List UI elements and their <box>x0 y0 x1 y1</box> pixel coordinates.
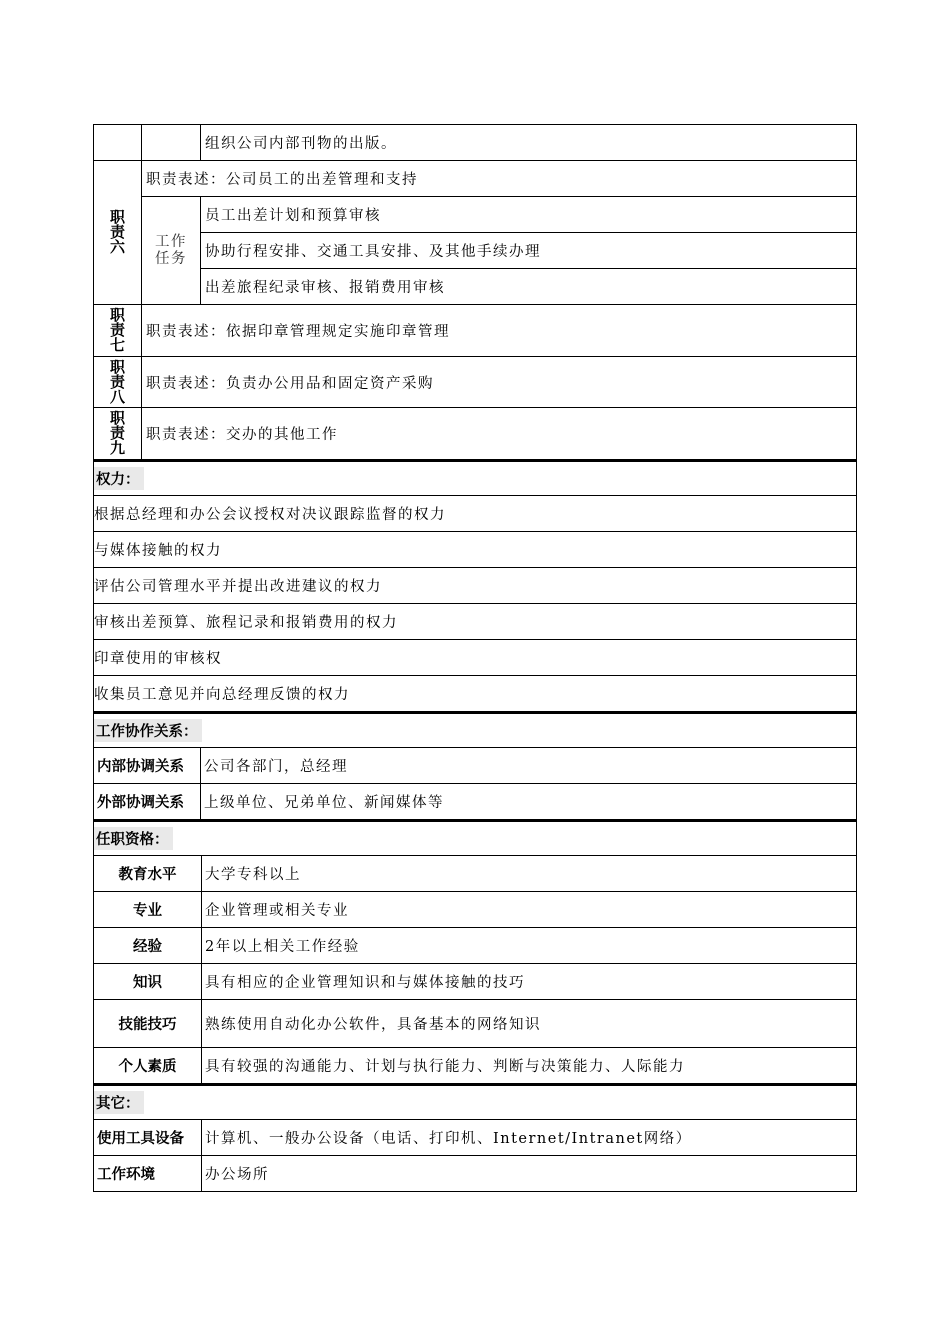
power-item: 印章使用的审核权 <box>94 651 222 667</box>
task-cell: 协助行程安排、交通工具安排、及其他手续办理 <box>201 233 857 269</box>
relations-header: 工作协作关系： <box>94 719 202 742</box>
table-row <box>94 999 856 1047</box>
relations-section <box>93 712 857 820</box>
qualifications-section <box>93 820 857 1084</box>
tools-label: 使用工具设备 <box>94 1120 202 1155</box>
personal-quality-value: 具有较强的沟通能力、计划与执行能力、判断与决策能力、人际能力 <box>205 1059 685 1075</box>
knowledge-label: 知识 <box>94 964 202 999</box>
skills-label: 技能技巧 <box>94 1000 202 1047</box>
duty-7-desc: 职责表述：依据印章管理规定实施印章管理 <box>142 305 857 357</box>
section-header <box>94 822 856 855</box>
empty-cell <box>142 125 201 161</box>
empty-cell <box>94 125 142 161</box>
education-value: 大学专科以上 <box>205 867 301 883</box>
task-cell: 组织公司内部刊物的出版。 <box>201 125 857 161</box>
table-row <box>94 125 857 161</box>
other-section <box>93 1084 857 1192</box>
table-row <box>94 269 857 305</box>
job-description-sheet <box>93 124 857 1192</box>
table-row <box>94 855 856 891</box>
duty-7-label: 职责七 <box>94 305 142 357</box>
duties-table <box>93 124 857 460</box>
environment-label: 工作环境 <box>94 1156 202 1191</box>
power-item: 与媒体接触的权力 <box>94 543 222 559</box>
list-item <box>94 675 856 711</box>
environment-value: 办公场所 <box>205 1167 269 1183</box>
tools-value: 计算机、一般办公设备（电话、打印机、Internet/Intranet网络） <box>205 1131 692 1147</box>
duty-6-desc: 职责表述：公司员工的出差管理和支持 <box>142 161 857 197</box>
major-label: 专业 <box>94 892 202 927</box>
work-task-label: 工作任务 <box>142 197 201 305</box>
duty-6-label: 职责六 <box>94 161 142 305</box>
table-row <box>94 1119 856 1155</box>
table-row <box>94 357 857 408</box>
power-item: 审核出差预算、旅程记录和报销费用的权力 <box>94 615 398 631</box>
list-item <box>94 531 856 567</box>
table-row <box>94 927 856 963</box>
table-row <box>94 161 857 197</box>
list-item <box>94 567 856 603</box>
external-value: 上级单位、兄弟单位、新闻媒体等 <box>204 795 444 811</box>
experience-value: 2年以上相关工作经验 <box>205 939 360 955</box>
table-row <box>94 1155 856 1191</box>
table-row <box>94 1047 856 1083</box>
table-row <box>94 891 856 927</box>
qualifications-header: 任职资格： <box>94 827 173 850</box>
list-item <box>94 495 856 531</box>
list-item <box>94 639 856 675</box>
table-row <box>94 408 857 460</box>
task-cell: 出差旅程纪录审核、报销费用审核 <box>201 269 857 305</box>
experience-label: 经验 <box>94 928 202 963</box>
task-cell: 员工出差计划和预算审核 <box>201 197 857 233</box>
duty-8-desc: 职责表述：负责办公用品和固定资产采购 <box>142 357 857 408</box>
personal-quality-label: 个人素质 <box>94 1048 202 1083</box>
table-row <box>94 233 857 269</box>
list-item <box>94 603 856 639</box>
table-row <box>94 783 856 819</box>
skills-value: 熟练使用自动化办公软件，具备基本的网络知识 <box>205 1017 541 1033</box>
duty-9-desc: 职责表述：交办的其他工作 <box>142 408 857 460</box>
table-row <box>94 747 856 783</box>
power-item: 根据总经理和办公会议授权对决议跟踪监督的权力 <box>94 507 446 523</box>
power-item: 评估公司管理水平并提出改进建议的权力 <box>94 579 382 595</box>
table-row <box>94 305 857 357</box>
table-row <box>94 197 857 233</box>
internal-value: 公司各部门，总经理 <box>204 759 348 775</box>
education-label: 教育水平 <box>94 856 202 891</box>
section-header <box>94 462 856 495</box>
power-item: 收集员工意见并向总经理反馈的权力 <box>94 687 350 703</box>
section-header <box>94 1086 856 1119</box>
section-header <box>94 714 856 747</box>
duty-8-label: 职责八 <box>94 357 142 408</box>
duty-9-label: 职责九 <box>94 408 142 460</box>
other-header: 其它： <box>94 1091 144 1114</box>
table-row <box>94 963 856 999</box>
powers-header: 权力： <box>94 467 144 490</box>
major-value: 企业管理或相关专业 <box>205 903 349 919</box>
internal-label: 内部协调关系 <box>94 748 201 783</box>
powers-section <box>93 460 857 712</box>
external-label: 外部协调关系 <box>94 784 201 819</box>
knowledge-value: 具有相应的企业管理知识和与媒体接触的技巧 <box>205 975 525 991</box>
